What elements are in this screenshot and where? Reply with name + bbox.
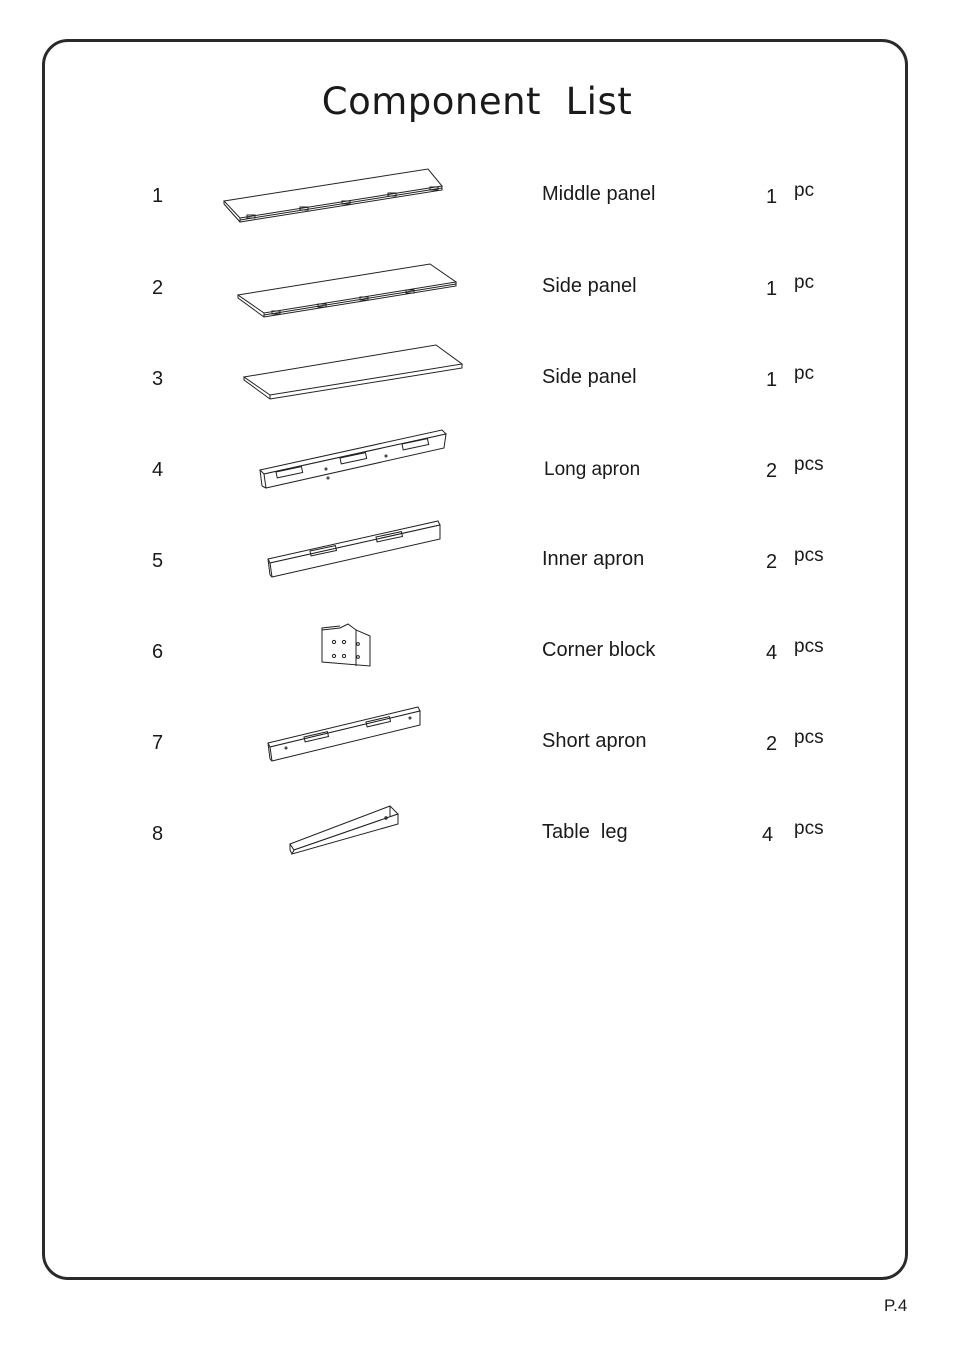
- middle-panel-icon: [210, 168, 480, 228]
- table-leg-icon: [210, 806, 480, 866]
- component-quantity: 1: [766, 278, 778, 300]
- component-quantity: 2: [766, 551, 778, 573]
- component-row-4: [0, 442, 954, 502]
- component-name: Table leg: [542, 821, 628, 843]
- component-row-8: [0, 806, 954, 866]
- component-number: 8: [152, 823, 164, 845]
- component-number: 4: [152, 459, 164, 481]
- component-unit: pc: [794, 363, 815, 384]
- component-name: Long apron: [544, 459, 641, 480]
- component-unit: pcs: [794, 818, 824, 839]
- short-apron-icon: [210, 715, 480, 775]
- component-number: 5: [152, 550, 164, 572]
- component-number: 7: [152, 732, 164, 754]
- component-quantity: 1: [766, 369, 778, 391]
- long-apron-icon: [210, 442, 480, 502]
- component-row-2: [0, 260, 954, 320]
- page-title: Component List: [321, 80, 633, 123]
- component-number: 3: [152, 368, 164, 390]
- component-name: Side panel: [542, 366, 637, 388]
- component-unit: pc: [794, 180, 815, 201]
- component-quantity: 2: [766, 460, 778, 482]
- component-name: Side panel: [542, 275, 637, 297]
- component-row-3: [0, 351, 954, 411]
- side-panel-icon: [210, 351, 480, 411]
- component-name: Corner block: [542, 639, 656, 661]
- component-unit: pcs: [794, 454, 824, 475]
- component-unit: pcs: [794, 545, 824, 566]
- component-quantity: 1: [766, 186, 778, 208]
- corner-block-icon: [210, 624, 480, 684]
- side-panel-icon: [210, 260, 480, 320]
- component-row-1: [0, 168, 954, 228]
- component-unit: pcs: [794, 727, 824, 748]
- component-quantity: 2: [766, 733, 778, 755]
- component-number: 1: [152, 185, 164, 207]
- component-row-6: [0, 624, 954, 684]
- component-unit: pc: [794, 272, 815, 293]
- component-quantity: 4: [766, 642, 778, 664]
- component-number: 2: [152, 277, 164, 299]
- page-number: P.4: [884, 1296, 908, 1315]
- component-name: Inner apron: [542, 548, 645, 570]
- component-name: Short apron: [542, 730, 647, 752]
- component-quantity: 4: [762, 824, 774, 846]
- component-row-7: [0, 715, 954, 775]
- component-unit: pcs: [794, 636, 824, 657]
- component-name: Middle panel: [542, 183, 656, 205]
- inner-apron-icon: [210, 533, 480, 593]
- component-row-5: [0, 533, 954, 593]
- component-number: 6: [152, 641, 164, 663]
